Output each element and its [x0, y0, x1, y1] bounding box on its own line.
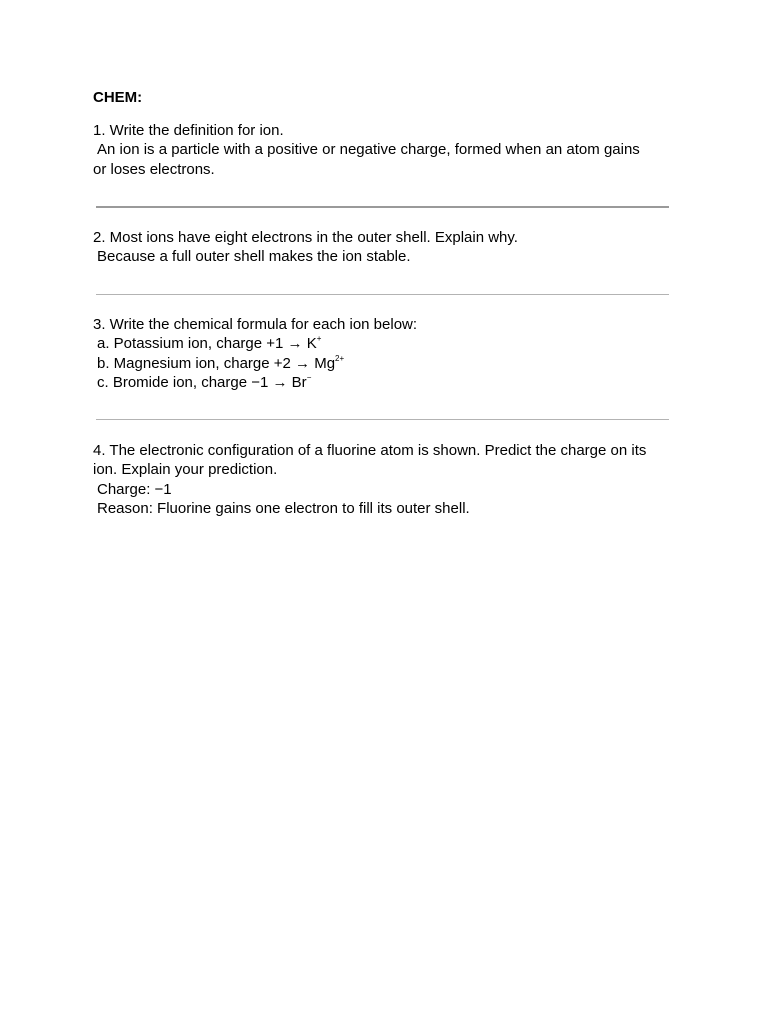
divider-3	[96, 419, 669, 420]
answer-3a-text: a. Potassium ion, charge +1 → K	[97, 335, 317, 353]
answer-1-line-1: An ion is a particle with a positive or negative charge, formed when an atom gains	[97, 141, 640, 159]
divider-2	[96, 294, 669, 295]
answer-3c	[93, 373, 673, 392]
divider-1	[96, 206, 669, 208]
question-1	[93, 121, 673, 179]
answer-3c-charge: −	[306, 373, 312, 383]
question-1-text: 1. Write the definition for ion.	[93, 122, 284, 139]
answer-3c-text: c. Bromide ion, charge −1 → Br	[97, 374, 307, 392]
question-3	[93, 315, 673, 393]
answer-2-text: Because a full outer shell makes the ion stable.	[97, 248, 411, 266]
answer-3a	[93, 334, 673, 353]
question-4	[93, 441, 673, 519]
question-2-text: 2. Most ions have eight electrons in the outer shell. Explain why.	[93, 229, 518, 246]
answer-3b-text: b. Magnesium ion, charge +2 → Mg	[97, 354, 336, 372]
question-3-text: 3. Write the chemical formula for each ion below:	[93, 316, 418, 333]
answer-3b-charge: 2+	[335, 353, 345, 363]
answer-3a-charge: +	[316, 334, 322, 344]
question-4-line-2: ion. Explain your prediction.	[93, 461, 278, 479]
answer-4-reason: Reason: Fluorine gains one electron to fill its outer shell.	[97, 500, 470, 518]
answer-4-charge: Charge: −1	[97, 480, 172, 498]
page-title: CHEM:	[93, 89, 143, 106]
answer-3b	[93, 354, 673, 373]
question-2	[93, 228, 673, 267]
answer-1-line-2: or loses electrons.	[93, 160, 215, 178]
question-4-line-1: 4. The electronic configuration of a fluorine atom is shown. Predict the charge on its	[93, 442, 647, 459]
